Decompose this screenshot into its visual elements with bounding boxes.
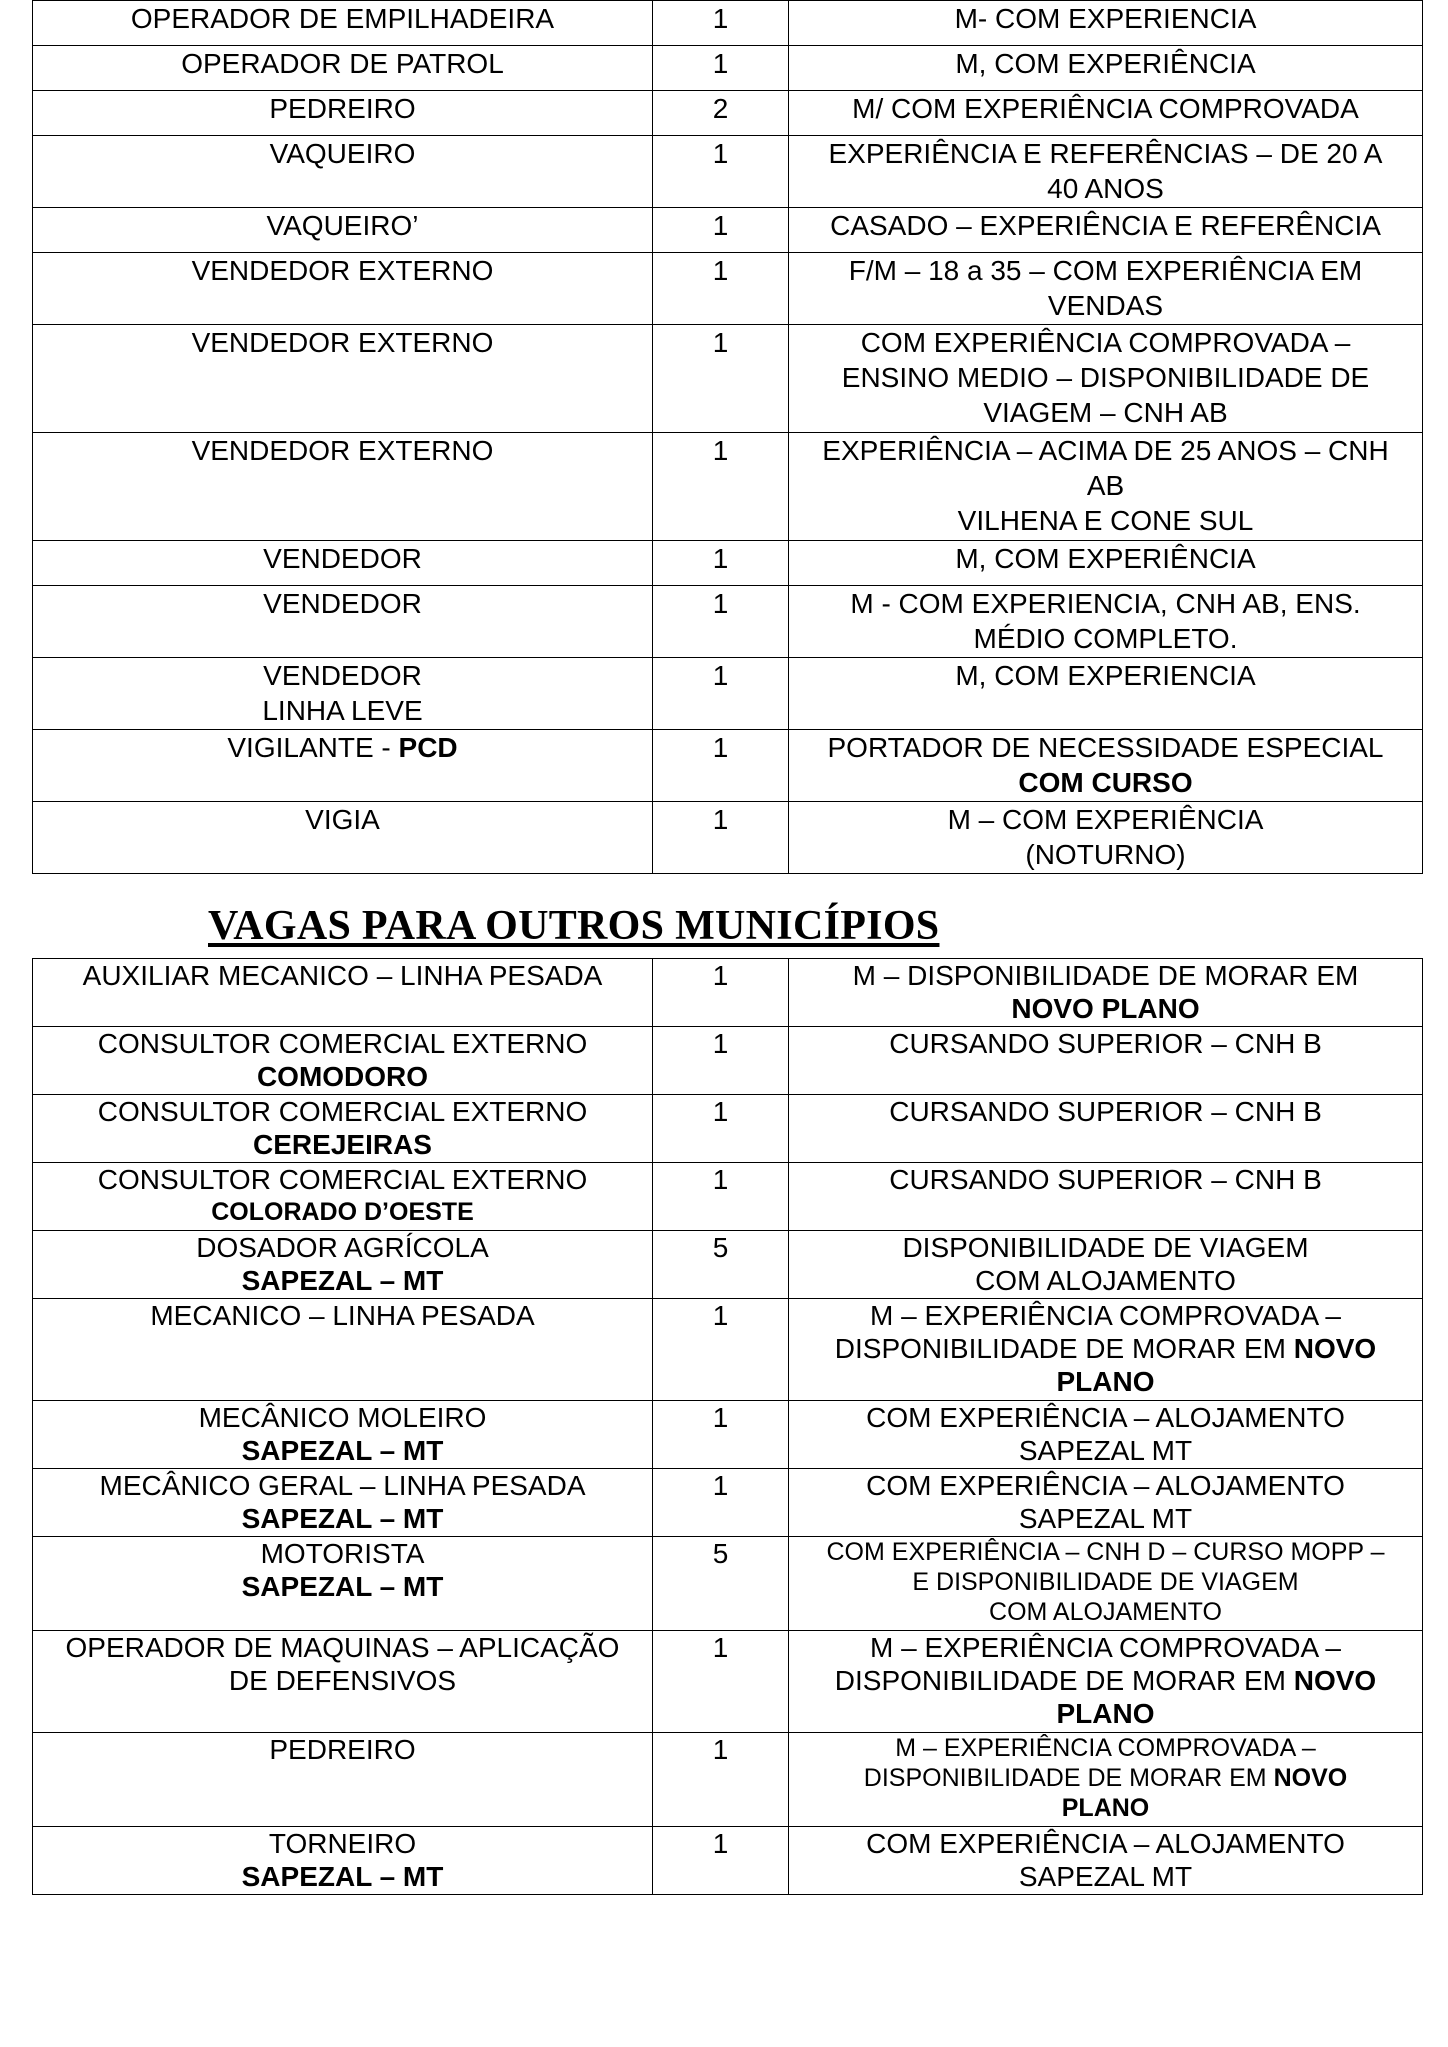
requirement-line: ENSINO MEDIO – DISPONIBILIDADE DE xyxy=(841,362,1370,393)
job-title-cell xyxy=(33,136,653,208)
vacancy-count: 1 xyxy=(653,1027,789,1095)
job-title: MOTORISTA xyxy=(260,1538,425,1569)
requirement-line: COM ALOJAMENTO xyxy=(989,1598,1222,1626)
requirements-cell xyxy=(789,658,1423,730)
job-title: VAQUEIRO’ xyxy=(266,210,419,241)
job-city: SAPEZAL – MT xyxy=(241,1435,444,1466)
requirement-line: CASADO – EXPERIÊNCIA E REFERÊNCIA xyxy=(830,210,1381,241)
job-title: MECÂNICO MOLEIRO xyxy=(198,1402,487,1433)
requirement-line: CURSANDO SUPERIOR – CNH B xyxy=(889,1028,1322,1059)
job-title: TORNEIRO xyxy=(268,1828,417,1859)
table-row xyxy=(33,730,1423,802)
job-city: COLORADO D’OESTE xyxy=(211,1198,474,1226)
requirement-line: DISPONIBILIDADE DE VIAGEM xyxy=(902,1232,1309,1263)
requirements-cell xyxy=(789,1163,1423,1231)
job-title-cell xyxy=(33,1827,653,1895)
table-row xyxy=(33,586,1423,658)
table-row xyxy=(33,136,1423,208)
table-row xyxy=(33,433,1423,541)
job-title-cell xyxy=(33,1163,653,1231)
job-title: OPERADOR DE MAQUINAS – APLICAÇÃO xyxy=(65,1632,620,1663)
requirement-emphasis: NOVO PLANO xyxy=(1011,993,1200,1024)
table-row xyxy=(33,541,1423,586)
requirements-cell xyxy=(789,253,1423,325)
vacancy-count: 1 xyxy=(653,46,789,91)
requirements-cell xyxy=(789,1631,1423,1733)
requirement-line: CURSANDO SUPERIOR – CNH B xyxy=(889,1096,1322,1127)
local-jobs-table xyxy=(32,0,1423,874)
job-title: VENDEDOR xyxy=(263,588,422,619)
vacancy-count: 1 xyxy=(653,1095,789,1163)
requirement-line: COM EXPERIÊNCIA – ALOJAMENTO xyxy=(866,1470,1345,1501)
table-row xyxy=(33,1299,1423,1401)
requirement-line: SAPEZAL MT xyxy=(1018,1861,1193,1892)
job-title: CONSULTOR COMERCIAL EXTERNO xyxy=(97,1096,588,1127)
requirements-cell xyxy=(789,1469,1423,1537)
table-row xyxy=(33,1163,1423,1231)
table-row xyxy=(33,1401,1423,1469)
requirement-line: COM EXPERIÊNCIA – ALOJAMENTO xyxy=(866,1402,1345,1433)
requirement-text: DISPONIBILIDADE DE MORAR EM xyxy=(834,1333,1294,1364)
vacancy-count: 1 xyxy=(653,1827,789,1895)
job-title: VENDEDOR EXTERNO xyxy=(191,327,494,358)
job-title-cell xyxy=(33,325,653,433)
vacancy-count: 1 xyxy=(653,959,789,1027)
job-title-cell xyxy=(33,1733,653,1827)
requirements-cell xyxy=(789,46,1423,91)
table-row xyxy=(33,46,1423,91)
job-title: CONSULTOR COMERCIAL EXTERNO xyxy=(97,1164,588,1195)
table-row xyxy=(33,1733,1423,1827)
vacancy-count: 1 xyxy=(653,1469,789,1537)
job-city: SAPEZAL – MT xyxy=(241,1571,444,1602)
requirement-line: M- COM EXPERIENCIA xyxy=(954,3,1257,34)
job-title: MECANICO – LINHA PESADA xyxy=(150,1300,535,1331)
requirement-line: PORTADOR DE NECESSIDADE ESPECIAL xyxy=(827,732,1384,763)
job-city: SAPEZAL – MT xyxy=(241,1861,444,1892)
requirements-cell xyxy=(789,1231,1423,1299)
vacancy-count: 1 xyxy=(653,136,789,208)
table-row xyxy=(33,1027,1423,1095)
job-title: VENDEDOR EXTERNO xyxy=(191,435,494,466)
requirement-line: MÉDIO COMPLETO. xyxy=(973,623,1238,654)
job-title-cell xyxy=(33,541,653,586)
requirement-line: M – DISPONIBILIDADE DE MORAR EM xyxy=(852,960,1359,991)
requirements-cell xyxy=(789,208,1423,253)
job-title: VAQUEIRO xyxy=(269,138,416,169)
vacancy-count: 1 xyxy=(653,1299,789,1401)
requirement-emphasis: PLANO xyxy=(1056,1366,1155,1397)
vacancy-count: 1 xyxy=(653,1733,789,1827)
job-title: AUXILIAR MECANICO – LINHA PESADA xyxy=(82,960,603,991)
table-row xyxy=(33,1095,1423,1163)
requirement-line: VIAGEM – CNH AB xyxy=(983,397,1228,428)
job-title-cell xyxy=(33,208,653,253)
requirement-line: M, COM EXPERIÊNCIA xyxy=(955,543,1256,574)
job-title: VENDEDOR xyxy=(263,543,422,574)
job-title-cell xyxy=(33,802,653,874)
job-title-cell xyxy=(33,1631,653,1733)
requirements-cell xyxy=(789,1537,1423,1631)
job-title-cell xyxy=(33,730,653,802)
requirement-line: VENDAS xyxy=(1047,290,1164,321)
requirements-cell xyxy=(789,136,1423,208)
job-title-cell xyxy=(33,433,653,541)
requirement-line: COM CURSO xyxy=(1018,767,1193,798)
job-title-cell xyxy=(33,1401,653,1469)
requirement-line: COM EXPERIÊNCIA – CNH D – CURSO MOPP – xyxy=(826,1538,1385,1566)
requirement-emphasis: PLANO xyxy=(1056,1698,1155,1729)
section-title: VAGAS PARA OUTROS MUNICÍPIOS xyxy=(208,903,940,949)
vacancy-count: 5 xyxy=(653,1537,789,1631)
job-title-cell xyxy=(33,1,653,46)
vacancy-count: 1 xyxy=(653,325,789,433)
table-row xyxy=(33,1469,1423,1537)
vacancy-count: 1 xyxy=(653,208,789,253)
requirement-text: DISPONIBILIDADE DE MORAR EM xyxy=(863,1764,1274,1792)
requirement-line: M – EXPERIÊNCIA COMPROVADA – xyxy=(870,1632,1341,1663)
requirement-line: COM EXPERIÊNCIA COMPROVADA – xyxy=(860,327,1351,358)
requirement-line: (NOTURNO) xyxy=(1025,839,1186,870)
job-title: OPERADOR DE PATROL xyxy=(181,48,504,79)
job-title: DOSADOR AGRÍCOLA xyxy=(196,1232,489,1263)
vacancy-count: 1 xyxy=(653,802,789,874)
requirement-line: VILHENA E CONE SUL xyxy=(957,505,1254,536)
table-row xyxy=(33,658,1423,730)
requirements-cell xyxy=(789,959,1423,1027)
vacancy-count: 1 xyxy=(653,1631,789,1733)
requirement-line: M - COM EXPERIENCIA, CNH AB, ENS. xyxy=(850,588,1361,619)
requirements-cell xyxy=(789,730,1423,802)
table-row xyxy=(33,959,1423,1027)
vacancy-count: 1 xyxy=(653,253,789,325)
requirements-cell xyxy=(789,325,1423,433)
requirement-line xyxy=(795,1763,1416,1793)
job-title-cell xyxy=(33,1537,653,1631)
requirement-line: SAPEZAL MT xyxy=(1018,1435,1193,1466)
requirements-cell xyxy=(789,586,1423,658)
vacancy-count: 1 xyxy=(653,658,789,730)
requirement-line xyxy=(795,1664,1416,1697)
job-title: DE DEFENSIVOS xyxy=(228,1665,457,1696)
vacancy-count: 2 xyxy=(653,91,789,136)
requirement-line: F/M – 18 a 35 – COM EXPERIÊNCIA EM xyxy=(848,255,1363,286)
table-row xyxy=(33,253,1423,325)
job-title-cell xyxy=(33,658,653,730)
job-title-cell xyxy=(33,959,653,1027)
job-title: PEDREIRO xyxy=(269,1734,416,1765)
requirements-cell xyxy=(789,541,1423,586)
table-row xyxy=(33,1231,1423,1299)
requirement-line: M – EXPERIÊNCIA COMPROVADA – xyxy=(895,1734,1316,1762)
requirements-cell xyxy=(789,1401,1423,1469)
requirement-line: M, COM EXPERIENCIA xyxy=(955,660,1256,691)
requirements-cell xyxy=(789,1733,1423,1827)
vacancy-count: 1 xyxy=(653,1,789,46)
vacancy-count: 1 xyxy=(653,1163,789,1231)
requirement-line: 40 ANOS xyxy=(1047,173,1164,204)
requirement-line: AB xyxy=(1086,470,1125,501)
requirement-emphasis: PLANO xyxy=(1061,1794,1150,1822)
requirements-cell xyxy=(789,91,1423,136)
table-row xyxy=(33,208,1423,253)
requirement-line: COM EXPERIÊNCIA – ALOJAMENTO xyxy=(866,1828,1345,1859)
job-title-cell xyxy=(33,46,653,91)
job-city: COMODORO xyxy=(256,1061,429,1092)
requirements-cell xyxy=(789,433,1423,541)
job-city: CEREJEIRAS xyxy=(253,1129,432,1160)
requirement-emphasis: NOVO xyxy=(1273,1764,1348,1792)
table-row xyxy=(33,802,1423,874)
job-title-tag: PCD xyxy=(398,732,458,763)
requirements-cell xyxy=(789,1827,1423,1895)
job-title: CONSULTOR COMERCIAL EXTERNO xyxy=(97,1028,588,1059)
job-title: OPERADOR DE EMPILHADEIRA xyxy=(130,3,555,34)
requirement-line: EXPERIÊNCIA E REFERÊNCIAS – DE 20 A xyxy=(828,138,1383,169)
requirement-line: M, COM EXPERIÊNCIA xyxy=(955,48,1256,79)
job-title: LINHA LEVE xyxy=(262,695,423,726)
requirement-line: EXPERIÊNCIA – ACIMA DE 25 ANOS – CNH xyxy=(822,435,1389,466)
requirements-cell xyxy=(789,1095,1423,1163)
requirement-line: E DISPONIBILIDADE DE VIAGEM xyxy=(912,1568,1299,1596)
job-title-cell xyxy=(33,586,653,658)
job-title-cell xyxy=(33,1231,653,1299)
job-title-cell xyxy=(33,1469,653,1537)
vacancy-count: 5 xyxy=(653,1231,789,1299)
vacancy-count: 1 xyxy=(653,1401,789,1469)
table-row xyxy=(33,91,1423,136)
requirements-cell xyxy=(789,802,1423,874)
job-title: VENDEDOR EXTERNO xyxy=(191,255,494,286)
table-row xyxy=(33,1631,1423,1733)
requirement-line xyxy=(795,1332,1416,1365)
other-municipalities-table xyxy=(32,958,1423,1895)
requirement-text: DISPONIBILIDADE DE MORAR EM xyxy=(834,1665,1294,1696)
table-row xyxy=(33,325,1423,433)
requirement-line: M – EXPERIÊNCIA COMPROVADA – xyxy=(870,1300,1341,1331)
job-title: VIGIA xyxy=(305,804,380,835)
job-title-cell xyxy=(33,91,653,136)
requirements-cell xyxy=(789,1299,1423,1401)
requirements-cell xyxy=(789,1027,1423,1095)
requirement-line: CURSANDO SUPERIOR – CNH B xyxy=(889,1164,1322,1195)
vacancy-count: 1 xyxy=(653,730,789,802)
table-row xyxy=(33,1827,1423,1895)
table-row xyxy=(33,1,1423,46)
table-row xyxy=(33,1537,1423,1631)
job-title-cell xyxy=(33,1095,653,1163)
requirement-line: COM ALOJAMENTO xyxy=(975,1265,1236,1296)
job-title-cell xyxy=(33,1299,653,1401)
job-title: MECÂNICO GERAL – LINHA PESADA xyxy=(99,1470,586,1501)
job-title-cell xyxy=(33,1027,653,1095)
job-city: SAPEZAL – MT xyxy=(241,1265,444,1296)
job-title: VIGILANTE - xyxy=(227,732,399,763)
requirement-emphasis: NOVO xyxy=(1293,1665,1377,1696)
requirement-line: M – COM EXPERIÊNCIA xyxy=(947,804,1264,835)
requirement-line: SAPEZAL MT xyxy=(1018,1503,1193,1534)
requirement-line: M/ COM EXPERIÊNCIA COMPROVADA xyxy=(852,93,1359,124)
vacancy-count: 1 xyxy=(653,541,789,586)
job-city: SAPEZAL – MT xyxy=(241,1503,444,1534)
job-title: PEDREIRO xyxy=(269,93,416,124)
job-title: VENDEDOR xyxy=(263,660,422,691)
job-title-cell xyxy=(33,253,653,325)
requirement-emphasis: NOVO xyxy=(1293,1333,1377,1364)
vacancy-count: 1 xyxy=(653,586,789,658)
vacancy-count: 1 xyxy=(653,433,789,541)
requirements-cell xyxy=(789,1,1423,46)
